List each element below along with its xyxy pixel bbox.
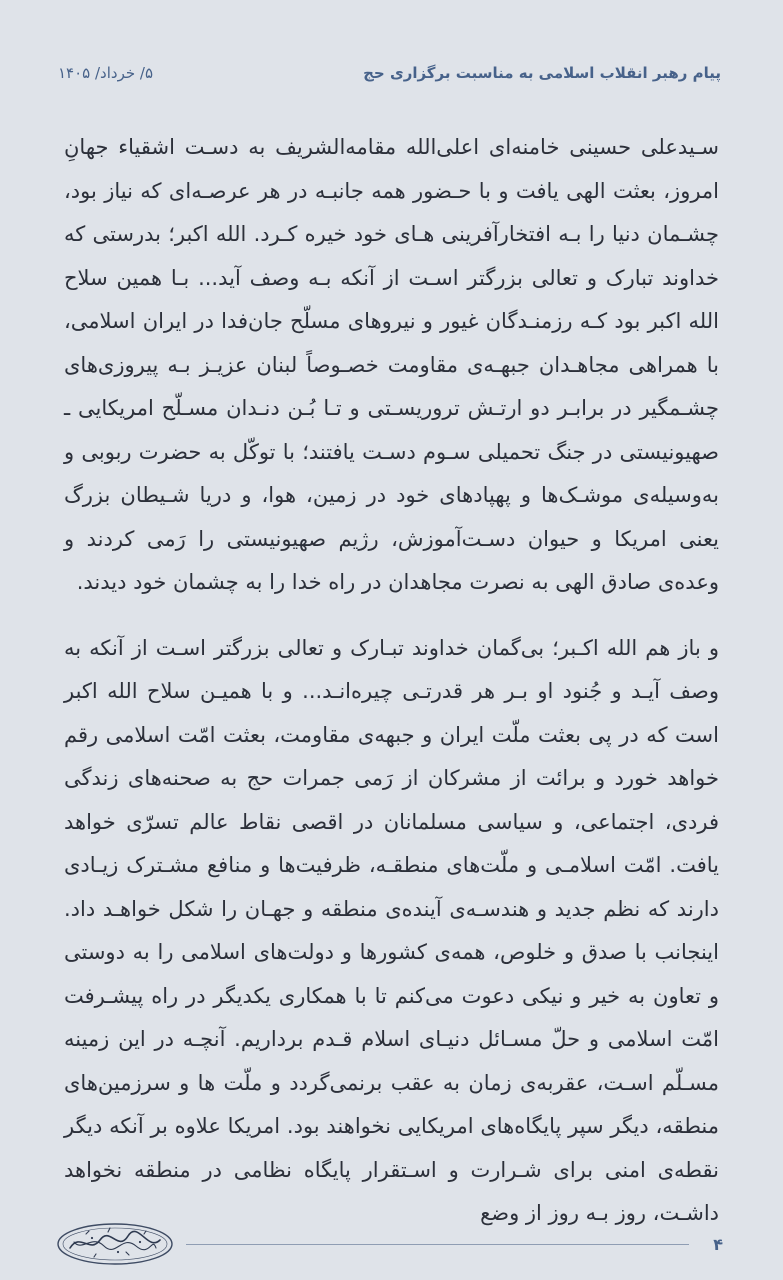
footer-divider	[186, 1244, 689, 1245]
page-footer	[56, 1222, 723, 1266]
header-date: ۵/ خرداد/ ۱۴۰۵	[58, 64, 154, 82]
signature-seal-icon	[56, 1222, 174, 1266]
paragraph-2: و باز هم الله اکـبر؛ بی‌گمان خداوند تبـارک و تعالی بزرگتر اسـت از آنکه به وصف آیـد و جُنود او بـر هر قدرتـی چیره‌انـد... و با همیـن سلاح الله اکبر است که در پی بعثت ملّت ایران و جبهه‌ی مقاومت، بعثت امّت اسلامی رقم خواهد خورد و برائت از مشرکان از رَمی جمرات حج به صحنه‌های زندگی فردی، اجتماعی، و سیاسی مسلمانان در اقصی نقاط عالم تسرّی خواهد یافت. امّت اسلامـی و ملّت‌های منطقـه، ظرفیت‌ها و منافع مشـترک زیـادی دارند که نظم جدید و هندسـه‌ی آینده‌ی منطقه و جهـان را شکل خواهـد داد. اینجانب با صدق و خلوص، همه‌ی کشورها و دولت‌های اسلامی را به دوستی و تعاون به خیر و نیکی دعوت می‌کنم تا با همکاری یکدیگر در راه پیشـرفت امّت اسلامی و حلّ مسـائل دنیـای اسلام قـدم برداریم. آنچـه در این زمینه مسـلّم اسـت، عقربه‌ی زمان به عقب برنمی‌گردد و ملّت ها و سرزمین‌های منطقه، دیگر سپر پایگاه‌های امریکایی نخواهند بود. امریکا علاوه بر آنکه دیگر نقطه‌ی امنی برای شـرارت و اسـتقرار پایگاه نظامی در منطقه نخواهد داشـت، روز بـه روز از وضع	[64, 635, 719, 1225]
header-title: پیام رهبر انقلاب اسلامی به مناسبت برگزاری حج	[363, 64, 721, 82]
page-header	[58, 58, 721, 88]
paragraph-1: سـیدعلی حسینی خامنه‌ای اعلی‌الله مقامه‌الشریف به دسـت اشقیاء جهانِ امروز، بعثت الهی یافت و با حـضور همه جانبـه در هر عرصـه‌ای که نیاز بود، چشـمان دنیا را بـه افتخارآفرینی هـای خود خیره کـرد. الله اکبر؛ بدرستی که خداوند تبارک و تعالی بزرگتر اسـت از آنکه بـه وصف آید... بـا همین سلاح الله اکبر بود کـه رزمنـدگان غیور و نیروهای مسلّح جان‌فدا در ایران اسلامی، با همراهی مجاهـدان جبهـه‌ی مقاومت خصـوصاً لبنان عزیـز بـه پیروزی‌های چشـمگیر در برابـر دو ارتـش تروریسـتی و تـا بُـن دنـدان مسـلّح امریکایی ـ صهیونیستی در جنگ تحمیلی سـوم دسـت یافتند؛ با توکّل به حضرت ربوبی و به‌وسیله‌ی موشـک‌ها و پهپادهای خود در زمین، هوا، و دریا شـیطان بزرگ یعنی امریکا و حیوان دسـت‌آموزش، رژیم صهیونیستی را رَمی کردند و وعده‌ی صادق الهی به نصرت مجاهدان در راه خدا را به چشمان خود دیدند.	[64, 135, 719, 594]
page-number: ۴	[713, 1234, 723, 1254]
body-text	[64, 126, 719, 1258]
